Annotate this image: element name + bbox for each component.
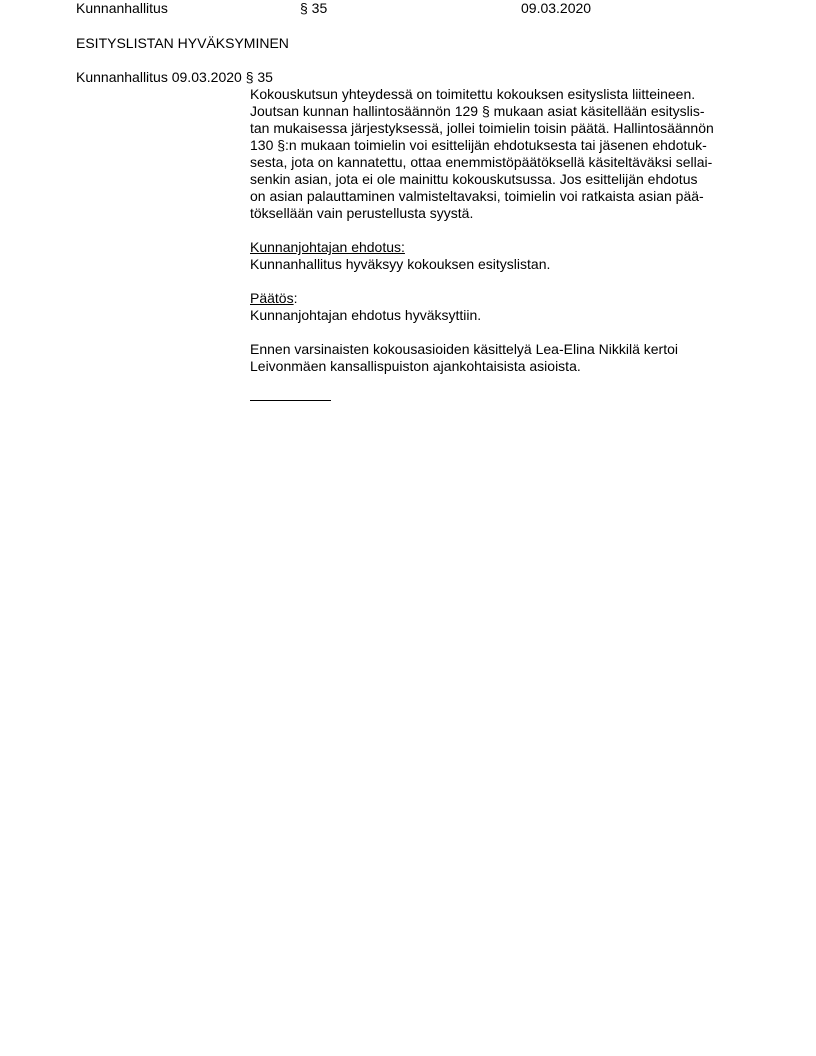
proposal-text: Kunnanhallitus hyväksyy kokouksen esityslistan. — [250, 256, 551, 272]
body-line: töksellään vain perustellusta syystä. — [250, 205, 474, 221]
body-paragraph — [250, 86, 740, 222]
body-line: senkin asian, jota ei ole mainittu kokouskutsussa. Jos esittelijän ehdotus — [250, 171, 698, 187]
note-line: Ennen varsinaisten kokousasioiden käsittelyä Lea-Elina Nikkilä kertoi — [250, 341, 679, 357]
body-line: on asian palauttaminen valmisteltavaksi, toimielin voi ratkaista asian pää- — [250, 188, 704, 204]
decision-heading-colon: : — [293, 290, 298, 306]
decision-section — [250, 290, 740, 324]
header-meeting-date: 09.03.2020 — [521, 0, 592, 16]
decision-text: Kunnanjohtajan ehdotus hyväksyttiin. — [250, 307, 482, 323]
header-body-name: Kunnanhallitus — [76, 0, 168, 16]
signoff-rule — [250, 400, 331, 401]
body-line: Joutsan kunnan hallintosäännön 129 § mukaan asiat käsitellään esityslis- — [250, 103, 705, 119]
decision-heading: Päätös — [250, 290, 294, 306]
body-line: Kokouskutsun yhteydessä on toimitettu kokouksen esityslista liitteineen. — [250, 86, 696, 102]
note-paragraph — [250, 341, 740, 375]
note-line: Leivonmäen kansallispuiston ajankohtaisista asioista. — [250, 358, 581, 374]
header-section-number: § 35 — [300, 0, 328, 16]
document-title: ESITYSLISTAN HYVÄKSYMINEN — [76, 35, 289, 51]
document-content — [250, 86, 740, 401]
proposal-heading: Kunnanjohtajan ehdotus: — [250, 239, 405, 255]
proposal-section — [250, 239, 740, 273]
body-line: sesta, jota on kannatettu, ottaa enemmistöpäätöksellä käsiteltäväksi sellai- — [250, 154, 713, 170]
body-line: 130 §:n mukaan toimielin voi esittelijän ehdotuksesta tai jäsenen ehdotuk- — [250, 137, 707, 153]
body-line: tan mukaisessa järjestyksessä, jollei toimielin toisin päätä. Hallintosäännön — [250, 120, 714, 136]
meeting-reference: Kunnanhallitus 09.03.2020 § 35 — [76, 69, 273, 85]
